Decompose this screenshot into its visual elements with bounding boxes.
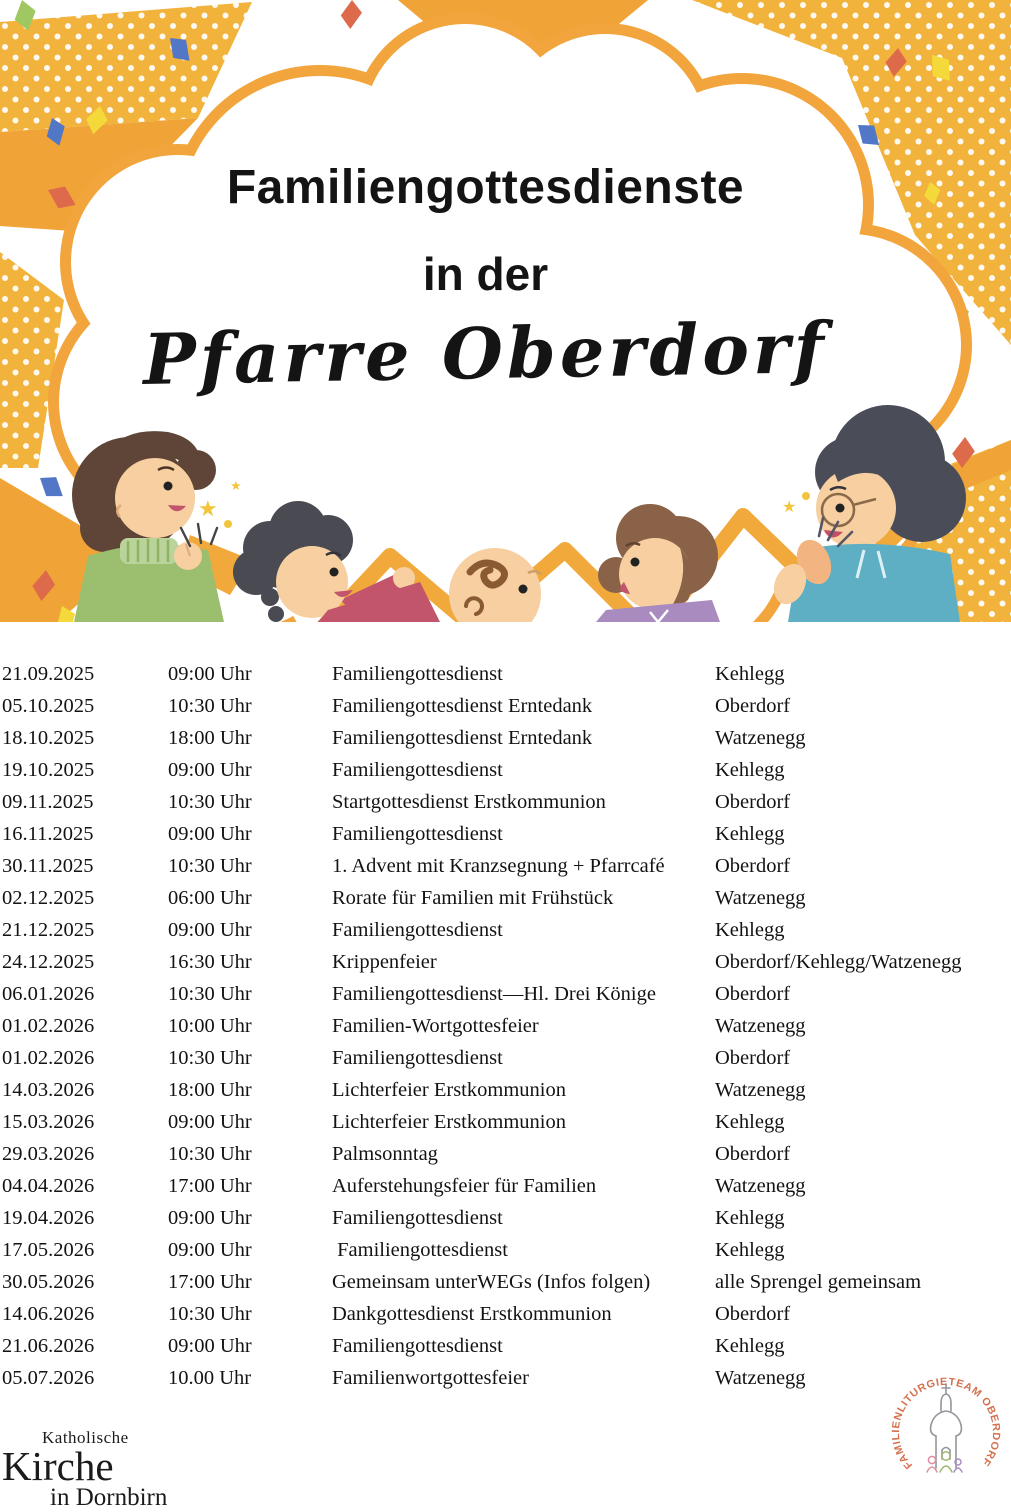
location-cell: Watzenegg bbox=[715, 1015, 806, 1037]
event-cell: Familiengottesdienst bbox=[332, 759, 503, 781]
table-row bbox=[2, 1074, 1009, 1106]
location-cell: alle Sprengel gemeinsam bbox=[715, 1271, 922, 1293]
location-cell: Kehlegg bbox=[715, 1207, 785, 1229]
date-cell: 02.12.2025 bbox=[2, 887, 95, 909]
date-cell: 14.03.2026 bbox=[2, 1079, 95, 1101]
event-cell: Familien-Wortgottesfeier bbox=[332, 1015, 539, 1037]
time-cell: 10:30 Uhr bbox=[168, 1047, 252, 1069]
header-illustration-svg bbox=[0, 0, 1011, 622]
diocese-logo bbox=[2, 1428, 167, 1512]
location-cell: Watzenegg bbox=[715, 727, 806, 749]
parish-name-script: Pfarre Oberdorf bbox=[142, 306, 829, 401]
event-cell: Familiengottesdienst bbox=[332, 663, 503, 685]
date-cell: 21.12.2025 bbox=[2, 919, 95, 941]
liturgy-team-stamp bbox=[884, 1364, 1008, 1496]
event-cell: Familiengottesdienst bbox=[332, 1239, 508, 1261]
event-cell: Familiengottesdienst bbox=[332, 1207, 503, 1229]
location-cell: Oberdorf bbox=[715, 791, 791, 813]
event-cell: Palmsonntag bbox=[332, 1143, 438, 1165]
event-cell: Familiengottesdienst bbox=[332, 1335, 503, 1357]
location-cell: Watzenegg bbox=[715, 887, 806, 909]
time-cell: 10:30 Uhr bbox=[168, 695, 252, 717]
logo-line-sub: in Dornbirn bbox=[50, 1484, 168, 1511]
time-cell: 10:30 Uhr bbox=[168, 1143, 252, 1165]
event-cell: Lichterfeier Erstkommunion bbox=[332, 1079, 566, 1101]
church-icon bbox=[931, 1384, 962, 1468]
star-icon: ★ bbox=[230, 478, 242, 493]
date-cell: 05.07.2026 bbox=[2, 1367, 95, 1389]
time-cell: 10:30 Uhr bbox=[168, 855, 252, 877]
table-row bbox=[2, 658, 1009, 690]
date-cell: 04.04.2026 bbox=[2, 1175, 95, 1197]
date-cell: 14.06.2026 bbox=[2, 1303, 95, 1325]
event-cell: Gemeinsam unterWEGs (Infos folgen) bbox=[332, 1271, 651, 1293]
location-cell: Oberdorf bbox=[715, 855, 791, 877]
time-cell: 10:30 Uhr bbox=[168, 791, 252, 813]
table-row bbox=[2, 914, 1009, 946]
table-row bbox=[2, 1106, 1009, 1138]
date-cell: 17.05.2026 bbox=[2, 1239, 95, 1261]
event-cell: Familiengottesdienst bbox=[332, 1047, 503, 1069]
time-cell: 10:30 Uhr bbox=[168, 983, 252, 1005]
table-row bbox=[2, 1362, 1009, 1394]
date-cell: 05.10.2025 bbox=[2, 695, 95, 717]
logo-line-large: Kirche bbox=[2, 1443, 114, 1489]
page-title: Familiengottesdienste bbox=[226, 161, 745, 214]
time-cell: 18:00 Uhr bbox=[168, 727, 252, 749]
event-cell: Startgottesdienst Erstkommunion bbox=[332, 791, 606, 813]
time-cell: 09:00 Uhr bbox=[168, 1111, 252, 1133]
event-cell: Familiengottesdienst—Hl. Drei Könige bbox=[332, 983, 656, 1005]
time-cell: 09:00 Uhr bbox=[168, 1207, 252, 1229]
star-icon: ★ bbox=[782, 499, 797, 516]
location-cell: Watzenegg bbox=[715, 1175, 806, 1197]
location-cell: Kehlegg bbox=[715, 759, 785, 781]
header-illustration bbox=[0, 0, 1011, 622]
location-cell: Oberdorf/Kehlegg/Watzenegg bbox=[715, 951, 962, 973]
location-cell: Oberdorf bbox=[715, 983, 791, 1005]
date-cell: 01.02.2026 bbox=[2, 1015, 95, 1037]
table-row bbox=[2, 690, 1009, 722]
date-cell: 24.12.2025 bbox=[2, 951, 95, 973]
time-cell: 09:00 Uhr bbox=[168, 823, 252, 845]
event-cell: Familiengottesdienst bbox=[332, 823, 503, 845]
table-row bbox=[2, 1330, 1009, 1362]
event-cell: Familiengottesdienst Erntedank bbox=[332, 695, 593, 717]
location-cell: Oberdorf bbox=[715, 695, 791, 717]
table-row bbox=[2, 1234, 1009, 1266]
location-cell: Oberdorf bbox=[715, 1303, 791, 1325]
table-row bbox=[2, 1298, 1009, 1330]
time-cell: 16:30 Uhr bbox=[168, 951, 252, 973]
table-row bbox=[2, 850, 1009, 882]
table-row bbox=[2, 754, 1009, 786]
table-row bbox=[2, 1170, 1009, 1202]
table-row bbox=[2, 722, 1009, 754]
star-icon: ★ bbox=[198, 496, 218, 521]
table-row bbox=[2, 1202, 1009, 1234]
event-cell: Dankgottesdienst Erstkommunion bbox=[332, 1303, 612, 1325]
event-cell: Familiengottesdienst bbox=[332, 919, 503, 941]
event-cell: Auferstehungsfeier für Familien bbox=[332, 1175, 597, 1197]
date-cell: 29.03.2026 bbox=[2, 1143, 95, 1165]
table-row bbox=[2, 1138, 1009, 1170]
time-cell: 09:00 Uhr bbox=[168, 1335, 252, 1357]
location-cell: Watzenegg bbox=[715, 1367, 806, 1389]
table-row bbox=[2, 818, 1009, 850]
date-cell: 30.05.2026 bbox=[2, 1271, 95, 1293]
table-row bbox=[2, 1042, 1009, 1074]
date-cell: 16.11.2025 bbox=[2, 823, 94, 845]
location-cell: Kehlegg bbox=[715, 823, 785, 845]
location-cell: Oberdorf bbox=[715, 1143, 791, 1165]
stamp-arc-text: FAMILIENLITURGIETEAM OBERDORF bbox=[889, 1375, 1003, 1472]
event-cell: Lichterfeier Erstkommunion bbox=[332, 1111, 566, 1133]
event-cell: Rorate für Familien mit Frühstück bbox=[332, 887, 614, 909]
location-cell: Kehlegg bbox=[715, 1239, 785, 1261]
location-cell: Kehlegg bbox=[715, 1335, 785, 1357]
time-cell: 10:30 Uhr bbox=[168, 1303, 252, 1325]
stamp-svg bbox=[884, 1364, 1008, 1496]
table-row bbox=[2, 882, 1009, 914]
time-cell: 17:00 Uhr bbox=[168, 1175, 252, 1197]
event-cell: Krippenfeier bbox=[332, 951, 437, 973]
location-cell: Watzenegg bbox=[715, 1079, 806, 1101]
location-cell: Kehlegg bbox=[715, 919, 785, 941]
time-cell: 17:00 Uhr bbox=[168, 1271, 252, 1293]
table-row bbox=[2, 978, 1009, 1010]
schedule-table bbox=[2, 658, 1009, 1394]
location-cell: Kehlegg bbox=[715, 1111, 785, 1133]
time-cell: 09:00 Uhr bbox=[168, 919, 252, 941]
date-cell: 15.03.2026 bbox=[2, 1111, 95, 1133]
location-cell: Oberdorf bbox=[715, 1047, 791, 1069]
date-cell: 01.02.2026 bbox=[2, 1047, 95, 1069]
time-cell: 10.00 Uhr bbox=[168, 1367, 252, 1389]
event-cell: Familienwortgottesfeier bbox=[332, 1367, 529, 1389]
table-row bbox=[2, 946, 1009, 978]
date-cell: 21.06.2026 bbox=[2, 1335, 95, 1357]
date-cell: 21.09.2025 bbox=[2, 663, 95, 685]
date-cell: 19.10.2025 bbox=[2, 759, 95, 781]
time-cell: 10:00 Uhr bbox=[168, 1015, 252, 1037]
date-cell: 30.11.2025 bbox=[2, 855, 94, 877]
time-cell: 18:00 Uhr bbox=[168, 1079, 252, 1101]
date-cell: 06.01.2026 bbox=[2, 983, 95, 1005]
logo-line-small: Katholische bbox=[42, 1428, 129, 1447]
date-cell: 19.04.2026 bbox=[2, 1207, 95, 1229]
table-row bbox=[2, 786, 1009, 818]
table-row bbox=[2, 1010, 1009, 1042]
event-cell: 1. Advent mit Kranzsegnung + Pfarrcafé bbox=[332, 855, 665, 877]
event-cell: Familiengottesdienst Erntedank bbox=[332, 727, 593, 749]
time-cell: 09:00 Uhr bbox=[168, 1239, 252, 1261]
time-cell: 09:00 Uhr bbox=[168, 663, 252, 685]
date-cell: 09.11.2025 bbox=[2, 791, 94, 813]
table-row bbox=[2, 1266, 1009, 1298]
time-cell: 09:00 Uhr bbox=[168, 759, 252, 781]
time-cell: 06:00 Uhr bbox=[168, 887, 252, 909]
date-cell: 18.10.2025 bbox=[2, 727, 95, 749]
location-cell: Kehlegg bbox=[715, 663, 785, 685]
page-subtitle: in der bbox=[422, 248, 549, 300]
